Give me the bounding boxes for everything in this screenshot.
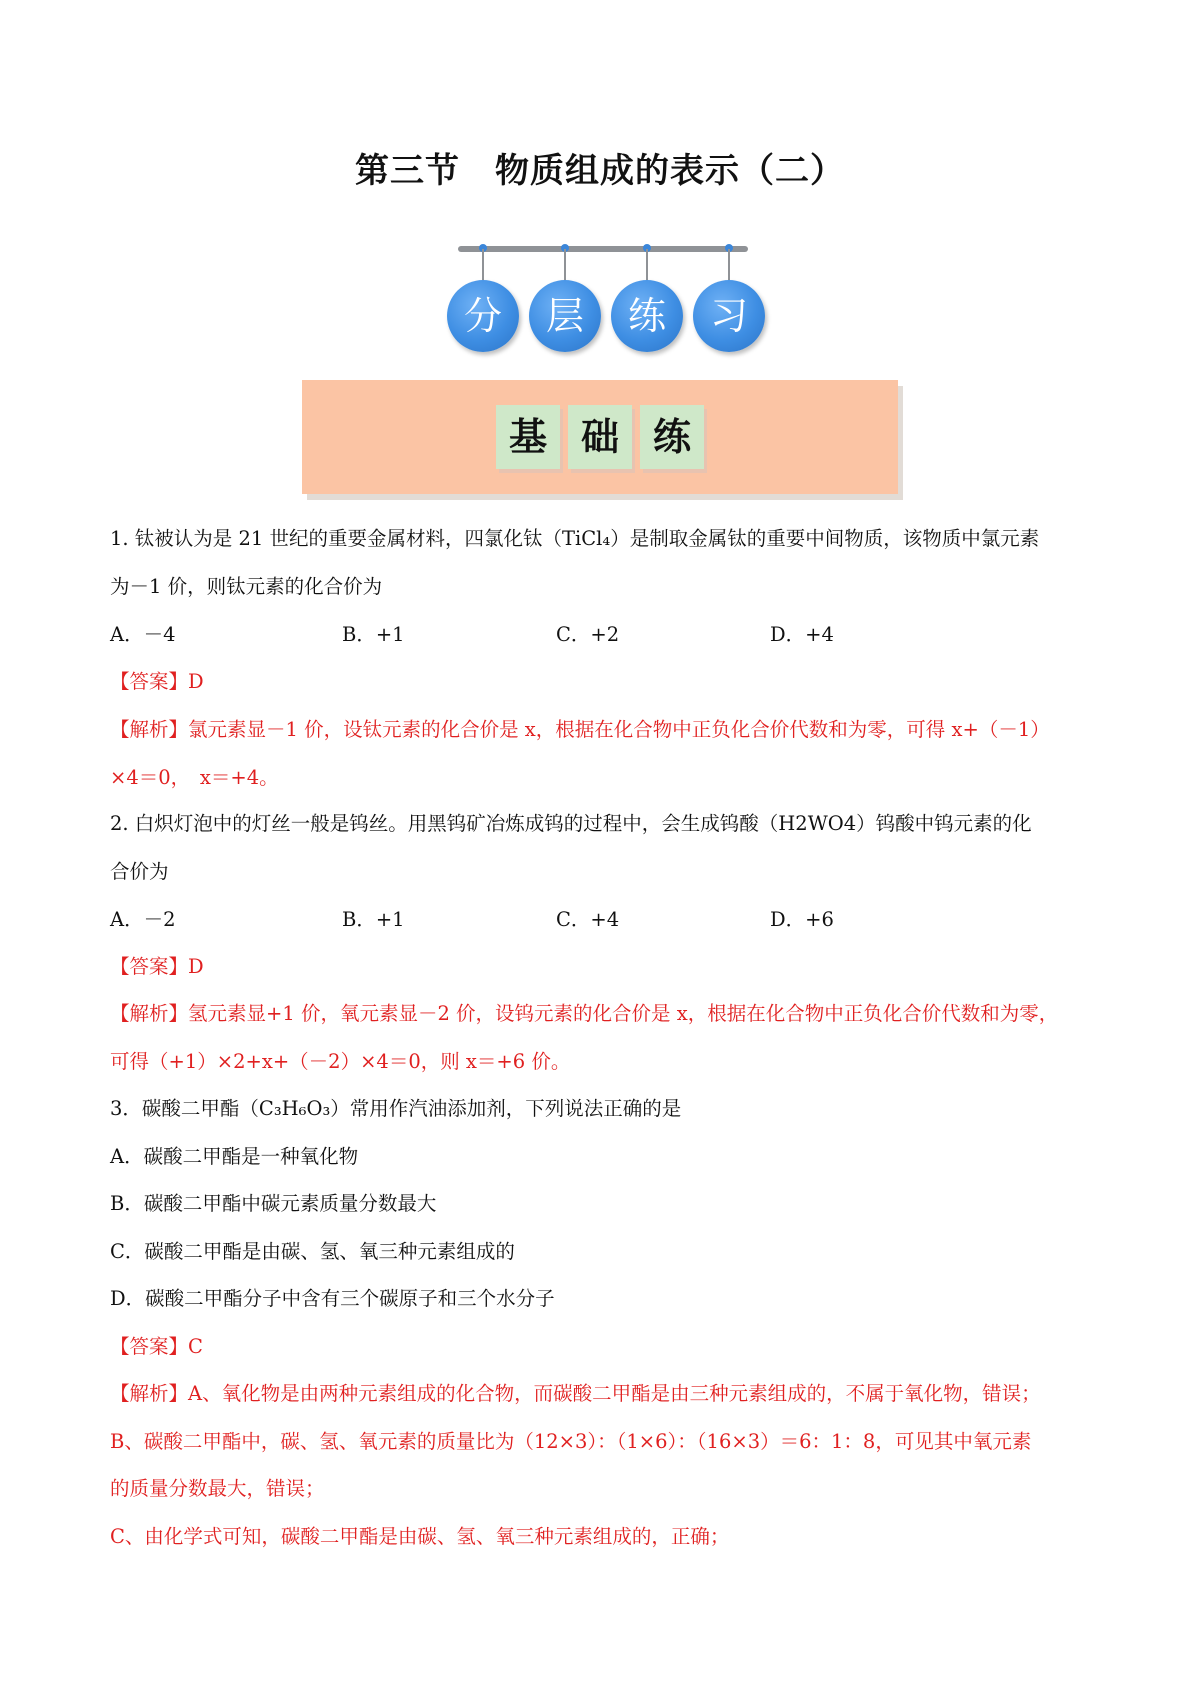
banner-tile: 基: [496, 405, 560, 469]
header-ball: 层: [529, 280, 601, 352]
q1-answer: 【答案】D: [110, 670, 204, 693]
q2-answer: 【答案】D: [110, 955, 204, 978]
q1-option: C．+2: [556, 623, 620, 646]
q1-analysis-cont: ×4＝0， x＝+4。: [110, 766, 279, 789]
q2-stem-cont: 合价为: [110, 860, 169, 883]
q2-stem: 2. 白炽灯泡中的灯丝一般是钨丝。用黑钨矿冶炼成钨的过程中，会生成钨酸（H2WO4）钨酸中钨元素的化: [110, 812, 1032, 835]
header-ball: 分: [447, 280, 519, 352]
q1-option: B．+1: [342, 623, 405, 646]
q3-answer: 【答案】C: [110, 1335, 203, 1358]
q3-option: A．碳酸二甲酯是一种氧化物: [110, 1145, 359, 1168]
header-ball: 习: [693, 280, 765, 352]
q1-analysis: 【解析】氯元素显－1 价，设钛元素的化合价是 x，根据在化合物中正负化合价代数和为零，可得 x+（－1）: [110, 718, 1050, 741]
q3-option: D．碳酸二甲酯分子中含有三个碳原子和三个水分子: [110, 1287, 555, 1310]
header-ball: 练: [611, 280, 683, 352]
q2-option: D．+6: [770, 908, 834, 931]
q1-option: D．+4: [770, 623, 834, 646]
banner-tile: 础: [568, 405, 632, 469]
q1-stem: 1. 钛被认为是 21 世纪的重要金属材料，四氯化钛（TiCl₄）是制取金属钛的重要中间物质，该物质中氯元素: [110, 527, 1040, 550]
banner-tile: 练: [640, 405, 704, 469]
q3-analysis: 的质量分数最大，错误；: [110, 1477, 325, 1500]
q3-analysis: 【解析】A、氧化物是由两种元素组成的化合物，而碳酸二甲酯是由三种元素组成的，不属于氧化物，错误；: [110, 1382, 1041, 1405]
q3-stem: 3．碳酸二甲酯（C₃H₆O₃）常用作汽油添加剂，下列说法正确的是: [110, 1097, 682, 1120]
hanging-rod: [458, 246, 748, 252]
q3-option: B．碳酸二甲酯中碳元素质量分数最大: [110, 1192, 437, 1215]
q1-stem-cont: 为－1 价，则钛元素的化合价为: [110, 575, 383, 598]
page-title: 第三节 物质组成的表示（二）: [355, 151, 845, 191]
q1-option: A．－4: [110, 623, 176, 646]
q3-option: C．碳酸二甲酯是由碳、氢、氧三种元素组成的: [110, 1240, 515, 1263]
q2-option: B．+1: [342, 908, 405, 931]
q3-analysis: C、由化学式可知，碳酸二甲酯是由碳、氢、氧三种元素组成的，正确；: [110, 1525, 730, 1548]
q2-option: A．－2: [110, 908, 176, 931]
q2-analysis-cont: 可得（+1）×2+x+（－2）×4＝0，则 x＝+6 价。: [110, 1050, 571, 1073]
q2-option: C．+4: [556, 908, 620, 931]
q2-analysis: 【解析】氢元素显+1 价，氧元素显－2 价，设钨元素的化合价是 x，根据在化合物中正负化合价代数和为零，: [110, 1002, 1059, 1025]
q3-analysis: B、碳酸二甲酯中，碳、氢、氧元素的质量比为（12×3）：（1×6）：（16×3）＝6：1：8，可见其中氧元素: [110, 1430, 1032, 1453]
